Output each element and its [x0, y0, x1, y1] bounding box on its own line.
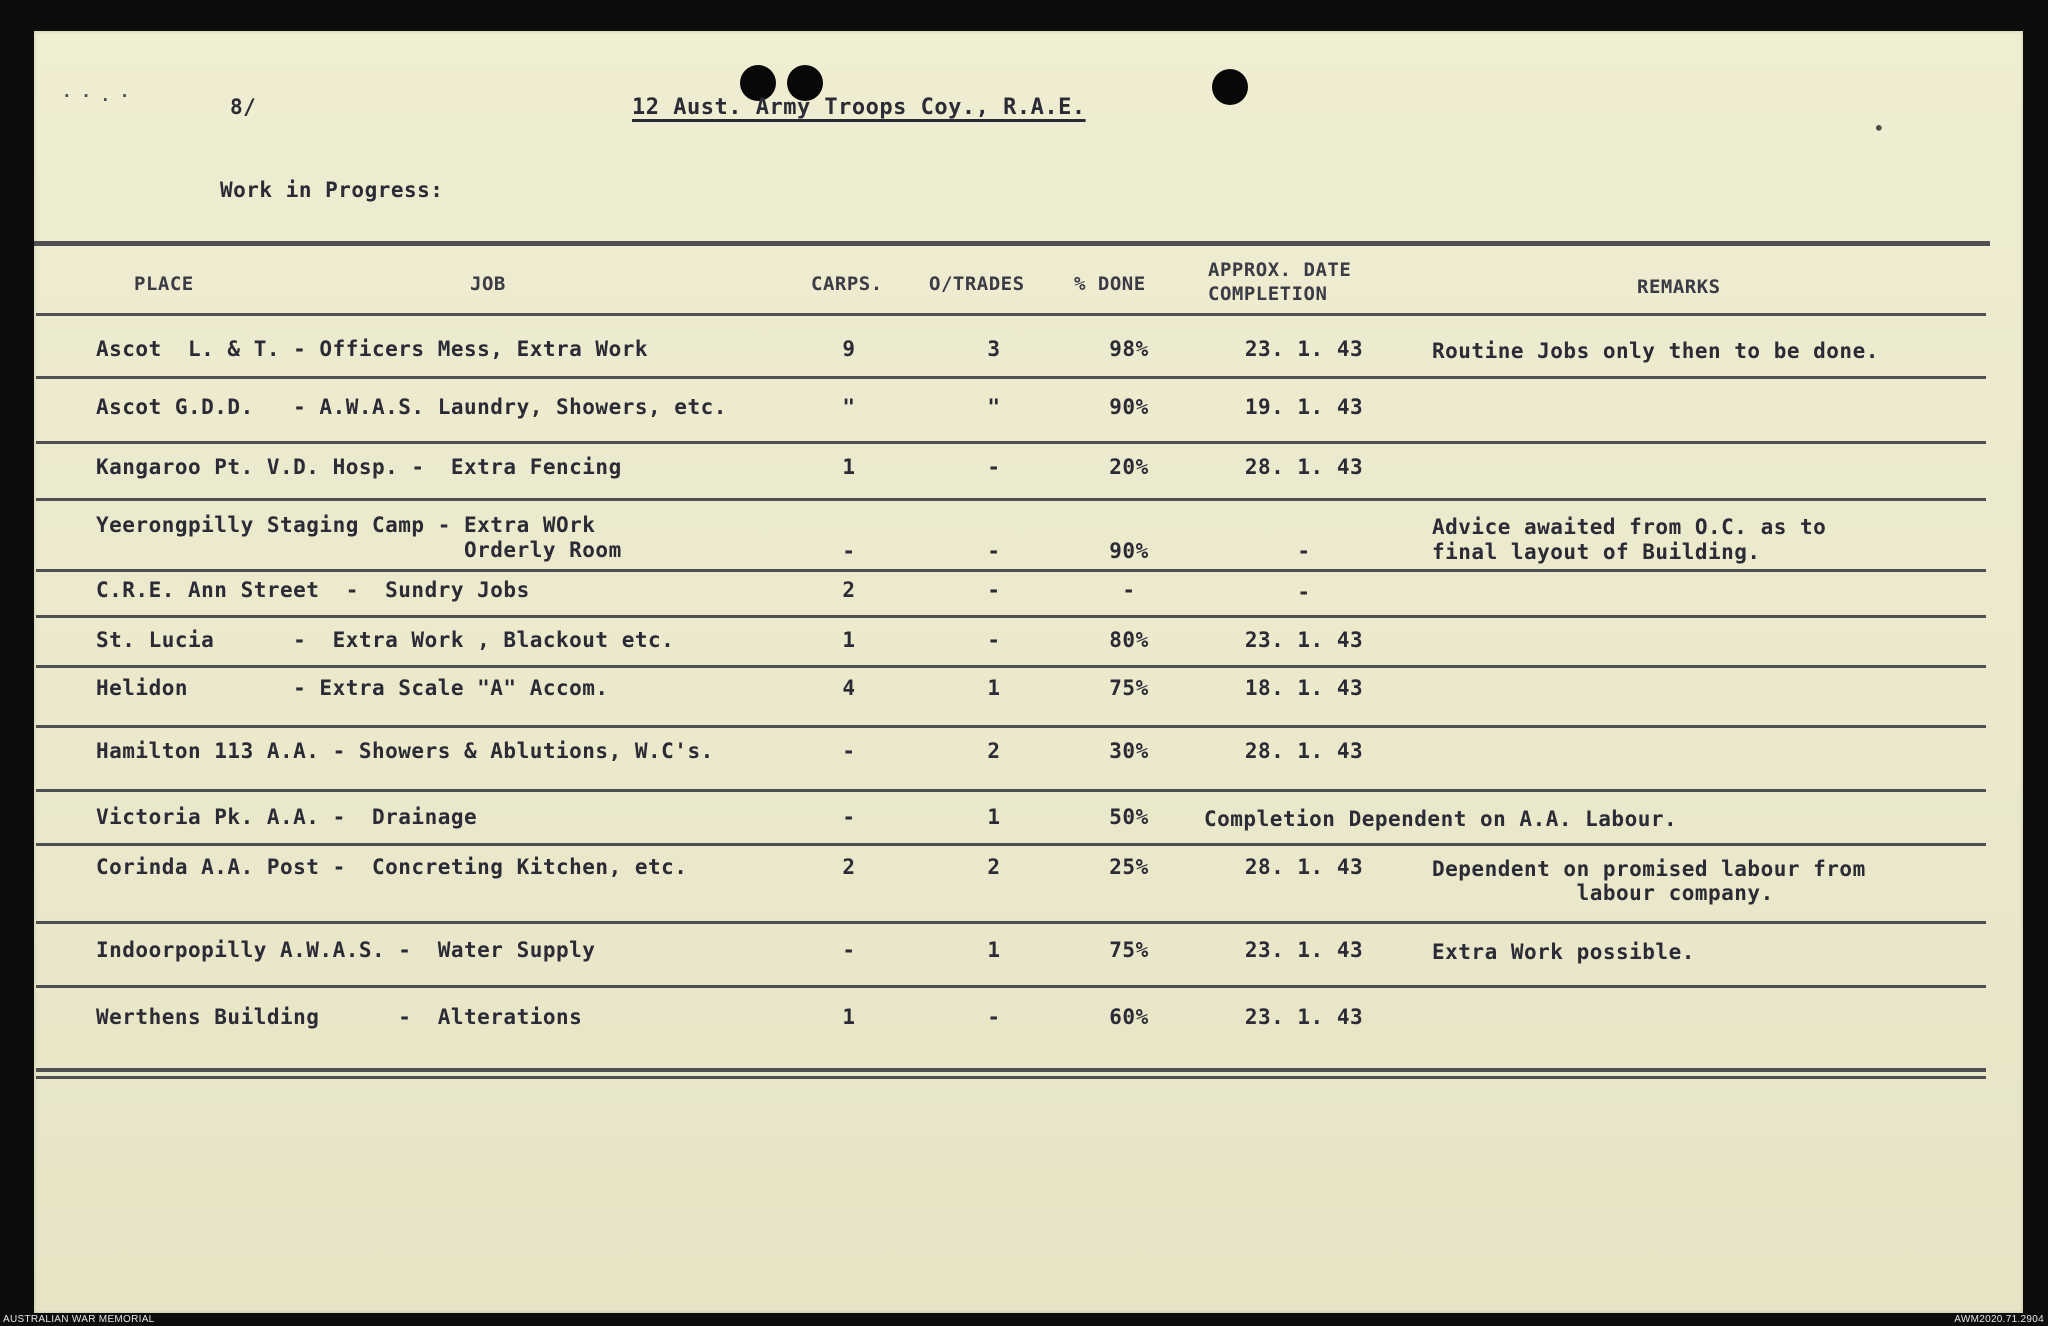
row-otrades: - — [987, 1005, 1001, 1029]
row-place-job: Corinda A.A. Post - Concreting Kitchen, etc. — [96, 855, 688, 879]
row-place-job: Hamilton 113 A.A. - Showers & Ablutions, W.C's. — [96, 739, 714, 763]
row-place-job: Yeerongpilly Staging Camp - Extra WOrk Orderly Room — [96, 513, 622, 562]
row-carps: 2 — [842, 578, 856, 602]
row-carps: - — [842, 938, 856, 962]
row-otrades: 2 — [987, 739, 1001, 763]
archive-credit: AUSTRALIAN WAR MEMORIAL — [3, 1314, 155, 1325]
row-date: 19. 1. 43 — [1244, 395, 1364, 419]
header-rule — [36, 313, 1986, 316]
row-date: - — [1297, 539, 1311, 563]
row-otrades: 3 — [987, 337, 1001, 361]
row-done: 90% — [1109, 539, 1149, 563]
row-date: 28. 1. 43 — [1244, 739, 1364, 763]
row-done: 30% — [1109, 739, 1149, 763]
row-otrades: 1 — [987, 938, 1001, 962]
row-carps: 2 — [842, 855, 856, 879]
row-date: 28. 1. 43 — [1244, 855, 1364, 879]
col-header-job: JOB — [470, 273, 506, 295]
typewritten-page — [34, 31, 2023, 1313]
row-rule — [36, 985, 1986, 988]
row-carps: " — [842, 395, 856, 419]
col-header-carps: CARPS. — [811, 273, 883, 295]
row-remarks: Dependent on promised labour from labour company. — [1432, 857, 1866, 905]
row-otrades: - — [987, 578, 1001, 602]
row-date: 18. 1. 43 — [1244, 676, 1364, 700]
row-place-job: Kangaroo Pt. V.D. Hosp. - Extra Fencing — [96, 455, 622, 479]
table-bottom-rule — [36, 1076, 1986, 1079]
col-header-place: PLACE — [134, 273, 194, 295]
row-remarks: Routine Jobs only then to be done. — [1432, 339, 1879, 363]
row-carps: 9 — [842, 337, 856, 361]
row-rule — [36, 725, 1986, 728]
row-place-job: Ascot L. & T. - Officers Mess, Extra Work — [96, 337, 649, 361]
row-done: 80% — [1109, 628, 1149, 652]
row-rule — [36, 441, 1986, 444]
row-carps: 1 — [842, 628, 856, 652]
row-date: 23. 1. 43 — [1244, 1005, 1364, 1029]
punch-hole — [1212, 69, 1248, 105]
document-title: 12 Aust. Army Troops Coy., R.A.E. — [632, 95, 1086, 120]
row-done: 75% — [1109, 676, 1149, 700]
col-header-done: % DONE — [1074, 273, 1146, 295]
row-rule — [36, 615, 1986, 618]
row-rule — [36, 789, 1986, 792]
col-header-date-line2: COMPLETION — [1208, 283, 1328, 305]
row-done: 98% — [1109, 337, 1149, 361]
row-carps: - — [842, 805, 856, 829]
row-otrades: 2 — [987, 855, 1001, 879]
row-place-job: Indoorpopilly A.W.A.S. - Water Supply — [96, 938, 596, 962]
row-otrades: 1 — [987, 805, 1001, 829]
row-carps: 4 — [842, 676, 856, 700]
row-date: - — [1297, 580, 1311, 604]
row-carps: 1 — [842, 1005, 856, 1029]
row-done: 60% — [1109, 1005, 1149, 1029]
row-otrades: - — [987, 455, 1001, 479]
row-place-job: Victoria Pk. A.A. - Drainage — [96, 805, 478, 829]
row-carps: 1 — [842, 455, 856, 479]
row-date: 23. 1. 43 — [1244, 337, 1364, 361]
row-rule — [36, 843, 1986, 846]
table-bottom-rule — [36, 1068, 1986, 1072]
stray-marks: • — [1874, 119, 1884, 138]
row-rule — [36, 569, 1986, 572]
row-remarks: Advice awaited from O.C. as to final layout of Building. — [1432, 515, 1827, 564]
row-done: 25% — [1109, 855, 1149, 879]
row-date: 23. 1. 43 — [1244, 938, 1364, 962]
row-place-job: Helidon - Extra Scale "A" Accom. — [96, 676, 609, 700]
archive-reference: AWM2020.71.2904 — [1954, 1314, 2044, 1325]
row-otrades: - — [987, 539, 1001, 563]
row-place-job: Ascot G.D.D. - A.W.A.S. Laundry, Showers, etc. — [96, 395, 727, 419]
row-done: 75% — [1109, 938, 1149, 962]
row-done: 20% — [1109, 455, 1149, 479]
row-done: 90% — [1109, 395, 1149, 419]
row-remarks: Extra Work possible. — [1432, 940, 1695, 964]
col-header-remarks: REMARKS — [1637, 276, 1721, 298]
row-done: 50% — [1109, 805, 1149, 829]
row-rule — [36, 665, 1986, 668]
row-date: 23. 1. 43 — [1244, 628, 1364, 652]
stray-marks: · · . · — [62, 86, 130, 105]
table-top-rule — [34, 241, 1990, 246]
row-rule — [36, 376, 1986, 379]
row-remarks: Completion Dependent on A.A. Labour. — [1204, 807, 1678, 831]
row-rule — [36, 498, 1986, 501]
row-otrades: " — [987, 395, 1001, 419]
col-header-date-line1: APPROX. DATE — [1208, 259, 1352, 281]
col-header-otrades: O/TRADES — [929, 273, 1025, 295]
row-place-job: St. Lucia - Extra Work , Blackout etc. — [96, 628, 675, 652]
row-done: - — [1122, 578, 1136, 602]
row-place-job: C.R.E. Ann Street - Sundry Jobs — [96, 578, 530, 602]
row-date: 28. 1. 43 — [1244, 455, 1364, 479]
row-place-job: Werthens Building - Alterations — [96, 1005, 583, 1029]
section-heading: Work in Progress: — [220, 178, 444, 202]
page-mark: 8/ — [230, 95, 257, 119]
row-carps: - — [842, 539, 856, 563]
row-carps: - — [842, 739, 856, 763]
row-rule — [36, 921, 1986, 924]
row-otrades: 1 — [987, 676, 1001, 700]
row-otrades: - — [987, 628, 1001, 652]
